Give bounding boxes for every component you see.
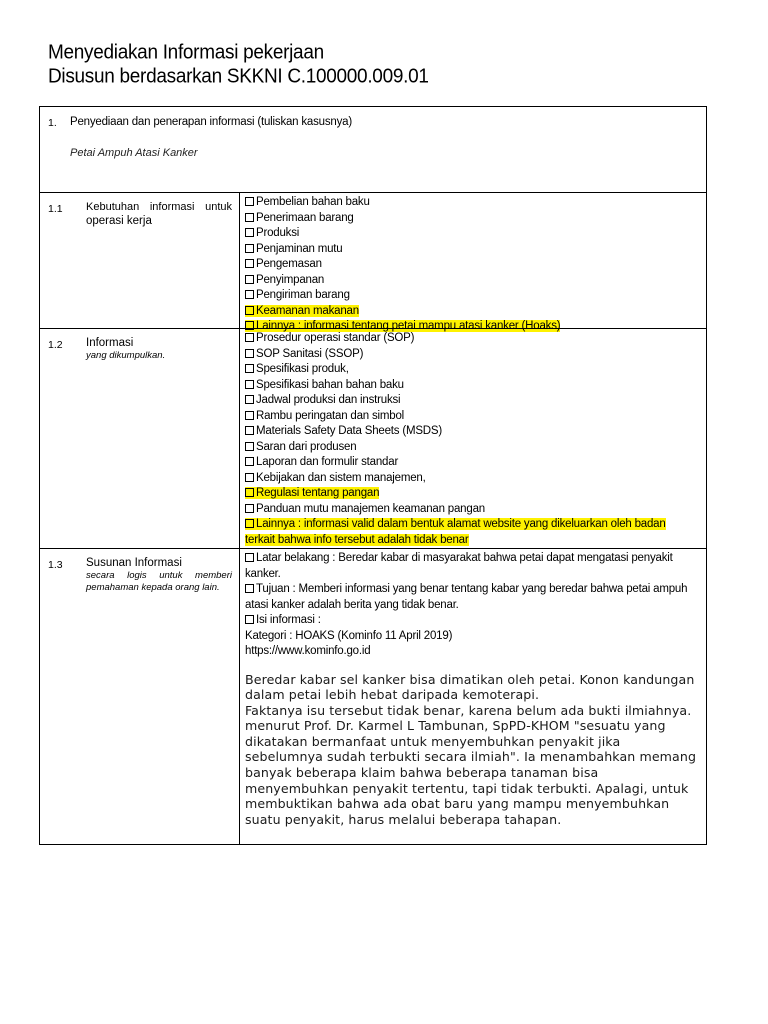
checkbox-icon[interactable] [245,488,254,497]
row-number: 1.2 [48,339,63,351]
checklist-item-label [245,379,404,391]
checklist-item [245,455,698,471]
checklist-item [245,502,698,518]
column-divider [239,329,240,548]
checklist-item-label [245,456,398,468]
checkbox-icon[interactable] [245,259,254,268]
content-label: Isi informasi : [256,614,321,626]
checkbox-icon[interactable] [245,244,254,253]
checklist-item-text: Pengiriman barang [256,289,350,301]
checklist-item [245,304,698,320]
checkbox-icon[interactable] [245,426,254,435]
label-bold: Informasi [86,337,134,349]
background-item [245,551,698,582]
checkbox-icon[interactable] [245,306,254,315]
row-label [86,200,232,228]
info-content [245,551,698,827]
document-title: Menyediakan Informasi pekerjaan [48,41,324,64]
checklist-item [245,242,698,258]
checkbox-icon[interactable] [245,519,254,528]
row-1-3 [40,548,706,844]
checklist-item-label [245,503,485,515]
checklist-item-text: Keamanan makanan [256,304,359,317]
checklist-item [245,226,698,242]
row-number: 1.3 [48,559,63,571]
checklist-item-text: Penjaminan mutu [256,242,343,255]
label-text: Kebutuhan informasi untuk [86,201,232,213]
section-number: 1. [48,117,57,129]
checkbox-icon[interactable] [245,349,254,358]
label-bold: Susunan Informasi [86,557,182,569]
checklist-item-label [245,332,414,344]
checklist-item-text: Rambu peringatan dan simbol [256,409,405,422]
checklist-item-label [245,196,370,208]
checklist-item-text: Jadwal produksi dan instruksi [256,394,401,406]
source-url: https://www.kominfo.go.id [245,645,371,657]
row-1-2 [40,328,706,548]
checklist-item-label [245,394,400,406]
checklist-item-label [245,212,354,224]
checklist-item-label [245,258,322,270]
content-item [245,613,698,629]
checklist-item [245,409,698,425]
checkbox-icon[interactable] [245,197,254,206]
checklist-item-text: Prosedur operasi standar (SOP) [256,332,415,344]
checkbox-icon[interactable] [245,275,254,284]
checkbox-icon[interactable] [245,553,254,562]
background-text: Latar belakang : Beredar kabar di masyarakat bahwa petai dapat mengatasi penyakit kanker. [245,552,673,580]
checkbox-icon[interactable] [245,333,254,342]
checklist-item-label [245,243,343,255]
checklist-item-text: Spesifikasi produk, [256,363,349,375]
checklist-item-text: Lainnya : informasi tentang petai mampu atasi kanker (Hoaks) [256,320,561,332]
checkbox-icon[interactable] [245,213,254,222]
checklist-item [245,362,698,378]
checklist-item [245,424,698,440]
checklist-item-text: Produksi [256,227,300,239]
checklist-item-text: Lainnya : informasi valid dalam bentuk alamat website yang dikeluarkan oleh badan terkait bahwa info tersebut adalah tidak benar [245,518,666,546]
checklist-item [245,211,698,227]
checklist-item [245,257,698,273]
checkbox-icon[interactable] [245,380,254,389]
checklist-item-label [245,274,324,286]
document-header [48,40,429,88]
checklist-item [245,517,698,548]
checklist-item [245,288,698,304]
checklist-item-text: SOP Sanitasi (SSOP) [256,347,364,360]
label-subtext: secara logis untuk memberi pemahaman kepada orang lain. [86,570,232,593]
section-row [40,107,706,192]
row-number: 1.1 [48,203,63,215]
checklist-item-label [245,305,359,317]
label-subtext: yang dikumpulkan. [86,350,166,361]
article-body [245,672,698,828]
checklist-item [245,195,698,211]
checkbox-icon[interactable] [245,473,254,482]
checklist-item [245,273,698,289]
row-1-1 [40,192,706,332]
options-list [245,195,698,335]
checkbox-icon[interactable] [245,228,254,237]
checklist-item-text: Pembelian bahan baku [256,196,370,208]
checklist-item-label [245,363,349,375]
checklist-item-text: Laporan dan formulir standar [256,456,399,468]
purpose-text: Tujuan : Memberi informasi yang benar tentang kabar yang beredar bahwa petai ampuh atasi kanker adalah berita yang tidak benar. [245,583,688,611]
checkbox-icon[interactable] [245,411,254,420]
checklist-item [245,347,698,363]
column-divider [239,193,240,328]
column-divider [239,549,240,844]
checkbox-icon[interactable] [245,457,254,466]
checkbox-icon[interactable] [245,395,254,404]
checkbox-icon[interactable] [245,290,254,299]
checklist-item-label [245,348,363,360]
case-title: Petai Ampuh Atasi Kanker [70,147,198,159]
category-line: Kategori : HOAKS (Kominfo 11 April 2019) [245,629,453,642]
options-list [245,331,698,548]
checklist-item-text: Spesifikasi bahan bahan baku [256,378,404,391]
checklist-item-label [245,410,404,422]
checkbox-icon[interactable] [245,364,254,373]
checklist-item [245,393,698,409]
checklist-item [245,486,698,502]
checkbox-icon[interactable] [245,442,254,451]
checklist-item-text: Penerimaan barang [256,211,354,224]
checklist-item [245,331,698,347]
checklist-item-label [245,441,356,453]
checkbox-icon[interactable] [245,615,254,624]
article-paragraph: Faktanya isu tersebut tidak benar, karena belum ada bukti ilmiahnya. menurut Prof. Dr. Karmel L Tambunan, SpPD-KHOM "sesuatu yang dikatakan bermanfaat untuk menyembuhkan penyakit jika sebelumnya sudah terbukti secara ilmiah". Ia menambahkan memang banyak beberapa klaim bahwa beberapa tanaman bisa menyembuhkan penyakit tertentu, tapi tidak terbukti. Apalagi, untuk membuktikan bahwa ada obat baru yang mampu menyembuhkan suatu penyakit, harus melalui beberapa tahapan. [245,702,697,827]
checklist-item-label [245,518,666,546]
checklist-item-label [245,227,299,239]
checklist-item-text: Pengemasan [256,258,322,270]
document-subtitle: Disusun berdasarkan SKKNI C.100000.009.01 [48,65,429,88]
section-title: Penyediaan dan penerapan informasi (tuliskan kasusnya) [70,116,352,128]
checklist-item-label [245,487,379,499]
row-label [86,336,232,362]
checklist-item-text: Materials Safety Data Sheets (MSDS) [256,425,443,437]
article-paragraph: Beredar kabar sel kanker bisa dimatikan oleh petai. Konon kandungan dalam petai lebih hebat daripada kemoterapi. [245,671,695,703]
checklist-item-text: Saran dari produsen [256,440,357,453]
checklist-item [245,471,698,487]
label-bold: operasi kerja [86,215,152,227]
checklist-item [245,440,698,456]
purpose-item [245,582,698,613]
form-table [39,106,707,845]
checklist-item-text: Panduan mutu manajemen keamanan pangan [256,502,485,515]
row-label [86,556,232,594]
checkbox-icon[interactable] [245,504,254,513]
checklist-item-label [245,425,442,437]
checklist-item [245,378,698,394]
checklist-item-text: Kebijakan dan sistem manajemen, [256,471,426,484]
checklist-item-text: Regulasi tentang pangan [256,487,380,499]
checklist-item-text: Penyimpanan [256,273,325,286]
checkbox-icon[interactable] [245,584,254,593]
checklist-item-label [245,289,350,301]
checklist-item-label [245,472,426,484]
